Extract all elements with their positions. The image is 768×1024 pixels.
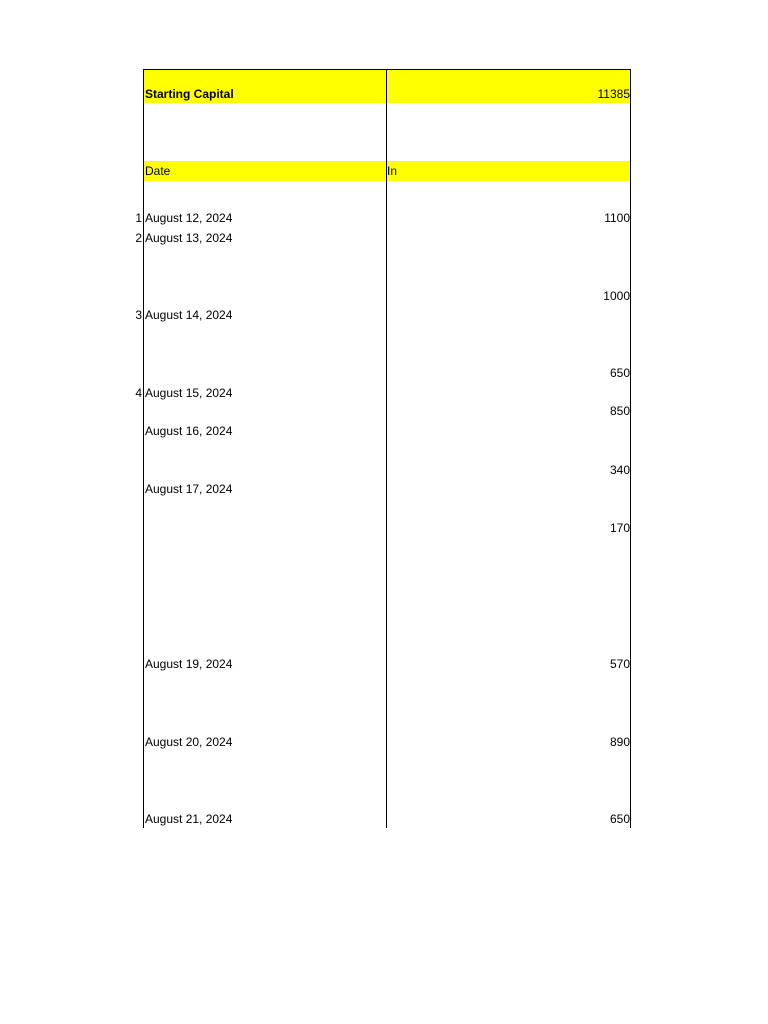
in-column-header: In: [387, 164, 398, 178]
table-top-border: [143, 69, 631, 70]
row-in-value: 890: [609, 735, 630, 749]
column-divider: [386, 69, 387, 828]
row-date: August 16, 2024: [145, 424, 233, 438]
table-right-border: [630, 69, 631, 828]
row-date: August 17, 2024: [145, 482, 233, 496]
starting-capital-value: 11385: [597, 87, 630, 101]
starting-capital-label: Starting Capital: [145, 87, 234, 101]
row-in-value: 170: [609, 521, 630, 535]
row-in-value: 650: [609, 366, 630, 380]
row-date: August 20, 2024: [145, 735, 233, 749]
row-date: August 12, 2024: [145, 211, 233, 225]
row-in-value: 1100: [604, 211, 630, 225]
row-date: August 15, 2024: [145, 386, 233, 400]
row-date: August 21, 2024: [145, 812, 233, 826]
date-column-header: Date: [145, 164, 171, 178]
row-number: 1: [135, 211, 142, 225]
row-number: 4: [135, 386, 142, 400]
row-date: August 13, 2024: [145, 231, 233, 245]
row-in-value: 1000: [603, 289, 630, 303]
table-left-border: [143, 69, 144, 828]
row-number: 2: [135, 231, 142, 245]
row-in-value: 850: [609, 404, 630, 418]
row-in-value: 340: [609, 463, 630, 477]
row-number: 3: [135, 308, 142, 322]
row-in-value: 570: [609, 657, 630, 671]
row-date: August 14, 2024: [145, 308, 233, 322]
row-in-value: 650: [609, 812, 630, 826]
row-date: August 19, 2024: [145, 657, 233, 671]
